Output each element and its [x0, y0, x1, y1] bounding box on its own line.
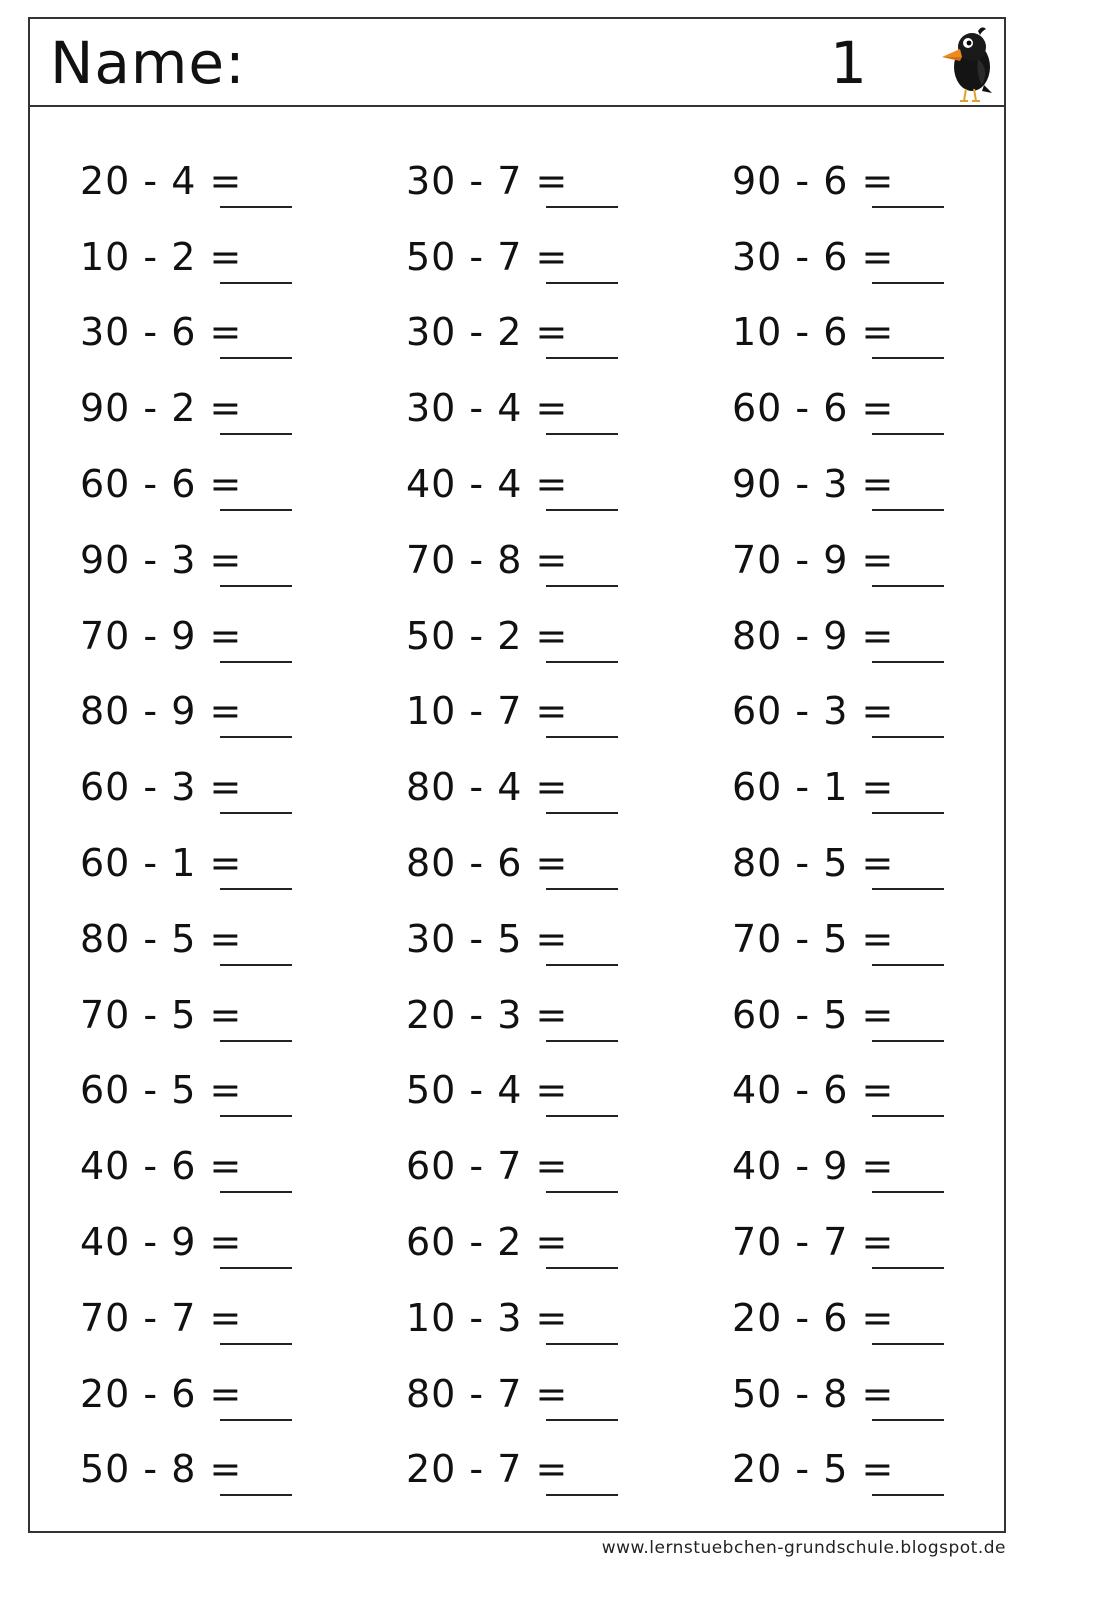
- math-problem: [80, 1280, 406, 1356]
- answer-blank[interactable]: [220, 1000, 292, 1042]
- math-problem: [732, 143, 980, 219]
- answer-blank[interactable]: [872, 242, 944, 284]
- problem-expression: 80 - 9 =: [732, 613, 895, 658]
- answer-blank[interactable]: [546, 1075, 618, 1117]
- problem-expression: 10 - 3 =: [406, 1295, 569, 1340]
- problem-expression: 60 - 2 =: [406, 1220, 569, 1265]
- math-problem: [732, 295, 980, 371]
- answer-blank[interactable]: [872, 848, 944, 890]
- answer-blank[interactable]: [546, 621, 618, 663]
- answer-blank[interactable]: [872, 469, 944, 511]
- math-problem: [406, 1128, 732, 1204]
- answer-blank[interactable]: [872, 1000, 944, 1042]
- problem-expression: 70 - 9 =: [80, 613, 243, 658]
- problem-expression: 20 - 6 =: [732, 1295, 895, 1340]
- answer-blank[interactable]: [546, 1151, 618, 1193]
- problem-expression: 70 - 5 =: [732, 916, 895, 961]
- math-problem: [80, 977, 406, 1053]
- answer-blank[interactable]: [872, 1227, 944, 1269]
- answer-blank[interactable]: [220, 924, 292, 966]
- answer-blank[interactable]: [220, 1303, 292, 1345]
- answer-blank[interactable]: [546, 166, 618, 208]
- answer-blank[interactable]: [220, 772, 292, 814]
- answer-blank[interactable]: [220, 242, 292, 284]
- problem-expression: 60 - 5 =: [80, 1068, 243, 1113]
- sheet-number: 1: [830, 29, 867, 97]
- math-problem: [406, 977, 732, 1053]
- problem-expression: 80 - 6 =: [406, 841, 569, 886]
- math-problem: [80, 1204, 406, 1280]
- math-problem: [80, 598, 406, 674]
- problem-expression: 80 - 7 =: [406, 1371, 569, 1416]
- answer-blank[interactable]: [872, 924, 944, 966]
- math-problem: [406, 1053, 732, 1129]
- math-problem: [406, 370, 732, 446]
- math-problem: [406, 143, 732, 219]
- math-problem: [80, 295, 406, 371]
- problem-expression: 70 - 5 =: [80, 992, 243, 1037]
- problem-expression: 60 - 1 =: [732, 765, 895, 810]
- math-problem: [732, 1128, 980, 1204]
- problem-expression: 80 - 4 =: [406, 765, 569, 810]
- problem-expression: 30 - 7 =: [406, 158, 569, 203]
- answer-blank[interactable]: [546, 1454, 618, 1496]
- answer-blank[interactable]: [220, 1454, 292, 1496]
- problem-expression: 90 - 3 =: [80, 537, 243, 582]
- answer-blank[interactable]: [872, 393, 944, 435]
- math-problem: [732, 446, 980, 522]
- problem-expression: 40 - 9 =: [80, 1220, 243, 1265]
- problem-expression: 20 - 3 =: [406, 992, 569, 1037]
- problem-expression: 20 - 6 =: [80, 1371, 243, 1416]
- math-problem: [80, 674, 406, 750]
- website-footer: www.lernstuebchen-grundschule.blogspot.de: [601, 1538, 1006, 1558]
- problem-expression: 70 - 8 =: [406, 537, 569, 582]
- math-problem: [406, 901, 732, 977]
- math-problem: [406, 674, 732, 750]
- math-problem: [732, 977, 980, 1053]
- math-problem: [732, 370, 980, 446]
- math-problem: [80, 749, 406, 825]
- problem-expression: 90 - 2 =: [80, 386, 243, 431]
- math-problem: [406, 446, 732, 522]
- answer-blank[interactable]: [546, 1000, 618, 1042]
- worksheet: [28, 17, 1006, 1533]
- problem-expression: 90 - 3 =: [732, 462, 895, 507]
- math-problem: [406, 219, 732, 295]
- answer-blank[interactable]: [220, 166, 292, 208]
- math-problem: [80, 1128, 406, 1204]
- math-problem: [732, 749, 980, 825]
- math-problem: [732, 1356, 980, 1432]
- math-problem: [732, 1204, 980, 1280]
- problem-expression: 50 - 4 =: [406, 1068, 569, 1113]
- answer-blank[interactable]: [872, 621, 944, 663]
- answer-blank[interactable]: [220, 621, 292, 663]
- problem-expression: 40 - 9 =: [732, 1144, 895, 1189]
- math-problem: [406, 295, 732, 371]
- problem-expression: 90 - 6 =: [732, 158, 895, 203]
- problem-expression: 70 - 7 =: [80, 1295, 243, 1340]
- math-problem: [732, 219, 980, 295]
- answer-blank[interactable]: [220, 545, 292, 587]
- answer-blank[interactable]: [220, 317, 292, 359]
- math-problem: [80, 446, 406, 522]
- problem-expression: 60 - 6 =: [80, 462, 243, 507]
- math-problem: [732, 1432, 980, 1508]
- answer-blank[interactable]: [546, 1379, 618, 1421]
- problem-expression: 70 - 7 =: [732, 1220, 895, 1265]
- answer-blank[interactable]: [872, 1454, 944, 1496]
- crow-mascot-icon: [938, 23, 994, 103]
- answer-blank[interactable]: [546, 924, 618, 966]
- math-problem: [80, 370, 406, 446]
- math-problem: [80, 1053, 406, 1129]
- math-problem: [732, 674, 980, 750]
- math-problem: [80, 1356, 406, 1432]
- answer-blank[interactable]: [220, 696, 292, 738]
- problem-expression: 60 - 1 =: [80, 841, 243, 886]
- answer-blank[interactable]: [546, 696, 618, 738]
- answer-blank[interactable]: [220, 1227, 292, 1269]
- name-label: Name:: [50, 29, 246, 97]
- problem-grid: [80, 143, 980, 1507]
- math-problem: [80, 1432, 406, 1508]
- math-problem: [80, 219, 406, 295]
- problem-expression: 40 - 6 =: [80, 1144, 243, 1189]
- answer-blank[interactable]: [872, 1303, 944, 1345]
- problem-expression: 50 - 7 =: [406, 234, 569, 279]
- answer-blank[interactable]: [872, 317, 944, 359]
- math-problem: [732, 1053, 980, 1129]
- problem-expression: 80 - 9 =: [80, 689, 243, 734]
- math-problem: [732, 522, 980, 598]
- answer-blank[interactable]: [546, 1303, 618, 1345]
- answer-blank[interactable]: [872, 1075, 944, 1117]
- answer-blank[interactable]: [546, 469, 618, 511]
- answer-blank[interactable]: [546, 545, 618, 587]
- answer-blank[interactable]: [546, 1227, 618, 1269]
- answer-blank[interactable]: [546, 772, 618, 814]
- answer-blank[interactable]: [872, 772, 944, 814]
- problem-expression: 20 - 4 =: [80, 158, 243, 203]
- math-problem: [732, 901, 980, 977]
- problem-expression: 20 - 7 =: [406, 1447, 569, 1492]
- math-problem: [732, 598, 980, 674]
- problem-expression: 50 - 8 =: [732, 1371, 895, 1416]
- problem-expression: 60 - 3 =: [732, 689, 895, 734]
- math-problem: [406, 522, 732, 598]
- answer-blank[interactable]: [220, 393, 292, 435]
- math-problem: [732, 825, 980, 901]
- math-problem: [80, 143, 406, 219]
- problem-expression: 40 - 6 =: [732, 1068, 895, 1113]
- answer-blank[interactable]: [872, 1151, 944, 1193]
- problem-expression: 60 - 3 =: [80, 765, 243, 810]
- problem-expression: 60 - 5 =: [732, 992, 895, 1037]
- problem-expression: 10 - 6 =: [732, 310, 895, 355]
- answer-blank[interactable]: [220, 848, 292, 890]
- math-problem: [80, 825, 406, 901]
- math-problem: [406, 825, 732, 901]
- answer-blank[interactable]: [546, 848, 618, 890]
- answer-blank[interactable]: [872, 545, 944, 587]
- problem-expression: 60 - 6 =: [732, 386, 895, 431]
- problem-expression: 10 - 7 =: [406, 689, 569, 734]
- problem-expression: 60 - 7 =: [406, 1144, 569, 1189]
- problem-expression: 30 - 6 =: [80, 310, 243, 355]
- problem-expression: 30 - 2 =: [406, 310, 569, 355]
- math-problem: [406, 1204, 732, 1280]
- math-problem: [406, 749, 732, 825]
- problem-expression: 30 - 4 =: [406, 386, 569, 431]
- answer-blank[interactable]: [220, 1151, 292, 1193]
- problem-expression: 30 - 5 =: [406, 916, 569, 961]
- math-problem: [406, 598, 732, 674]
- math-problem: [80, 522, 406, 598]
- answer-blank[interactable]: [872, 696, 944, 738]
- answer-blank[interactable]: [872, 166, 944, 208]
- problem-expression: 50 - 8 =: [80, 1447, 243, 1492]
- math-problem: [406, 1432, 732, 1508]
- problem-expression: 70 - 9 =: [732, 537, 895, 582]
- problem-expression: 20 - 5 =: [732, 1447, 895, 1492]
- answer-blank[interactable]: [220, 469, 292, 511]
- problem-expression: 80 - 5 =: [80, 916, 243, 961]
- answer-blank[interactable]: [546, 317, 618, 359]
- answer-blank[interactable]: [220, 1075, 292, 1117]
- problem-expression: 30 - 6 =: [732, 234, 895, 279]
- problem-expression: 40 - 4 =: [406, 462, 569, 507]
- math-problem: [80, 901, 406, 977]
- answer-blank[interactable]: [872, 1379, 944, 1421]
- answer-blank[interactable]: [546, 242, 618, 284]
- problem-expression: 80 - 5 =: [732, 841, 895, 886]
- math-problem: [406, 1280, 732, 1356]
- worksheet-header: [30, 19, 1004, 107]
- problem-expression: 50 - 2 =: [406, 613, 569, 658]
- answer-blank[interactable]: [546, 393, 618, 435]
- math-problem: [732, 1280, 980, 1356]
- math-problem: [406, 1356, 732, 1432]
- problem-expression: 10 - 2 =: [80, 234, 243, 279]
- answer-blank[interactable]: [220, 1379, 292, 1421]
